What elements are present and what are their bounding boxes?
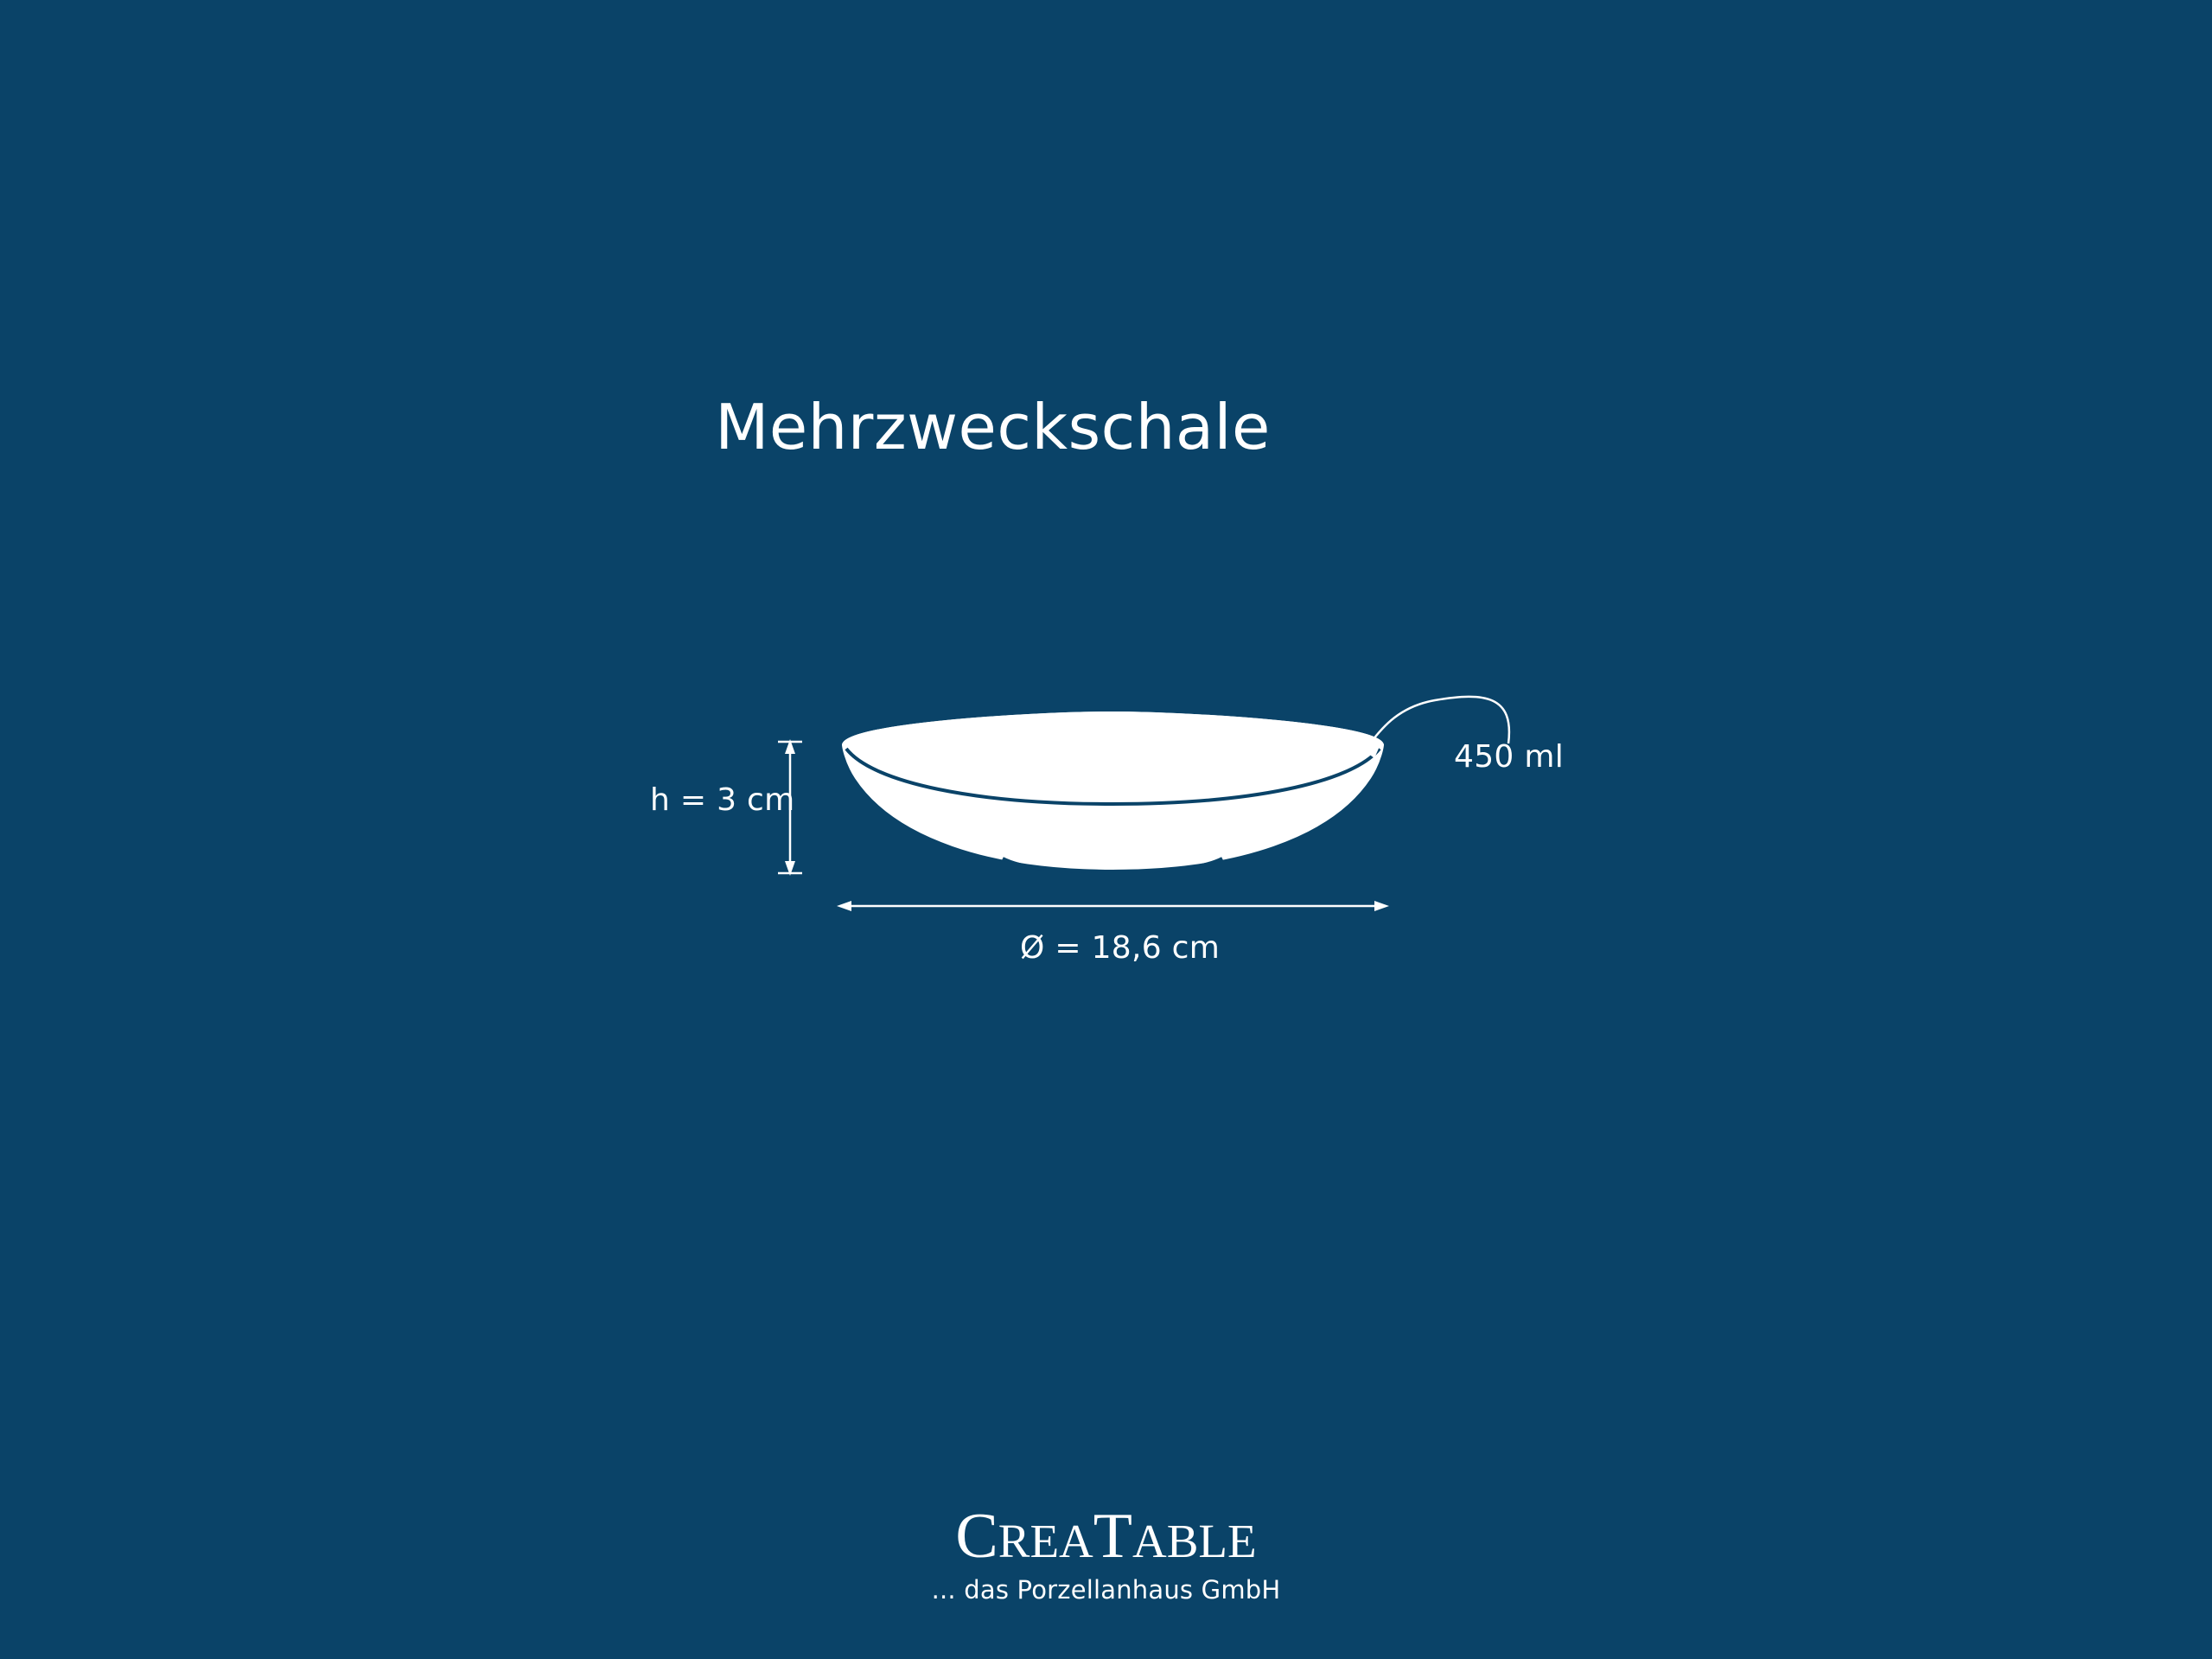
- brand-name: [0, 1501, 2212, 1572]
- bowl-shape: [843, 712, 1383, 871]
- height-label: h = 3 cm: [650, 782, 795, 818]
- diameter-dimension: [837, 901, 1389, 911]
- brand-tagline: ... das Porzellanhaus GmbH: [931, 1575, 1281, 1605]
- brand-name-c: C: [955, 1501, 998, 1572]
- brand-name-rea: REA: [998, 1515, 1093, 1567]
- brand-logo: [0, 1501, 2212, 1605]
- diameter-label: Ø = 18,6 cm: [1020, 930, 1221, 966]
- volume-label: 450 ml: [1454, 739, 1565, 775]
- page-title-text: Mehrzweckschale: [715, 391, 1271, 463]
- brand-name-able: ABLE: [1131, 1515, 1257, 1567]
- brand-name-t: T: [1093, 1501, 1132, 1572]
